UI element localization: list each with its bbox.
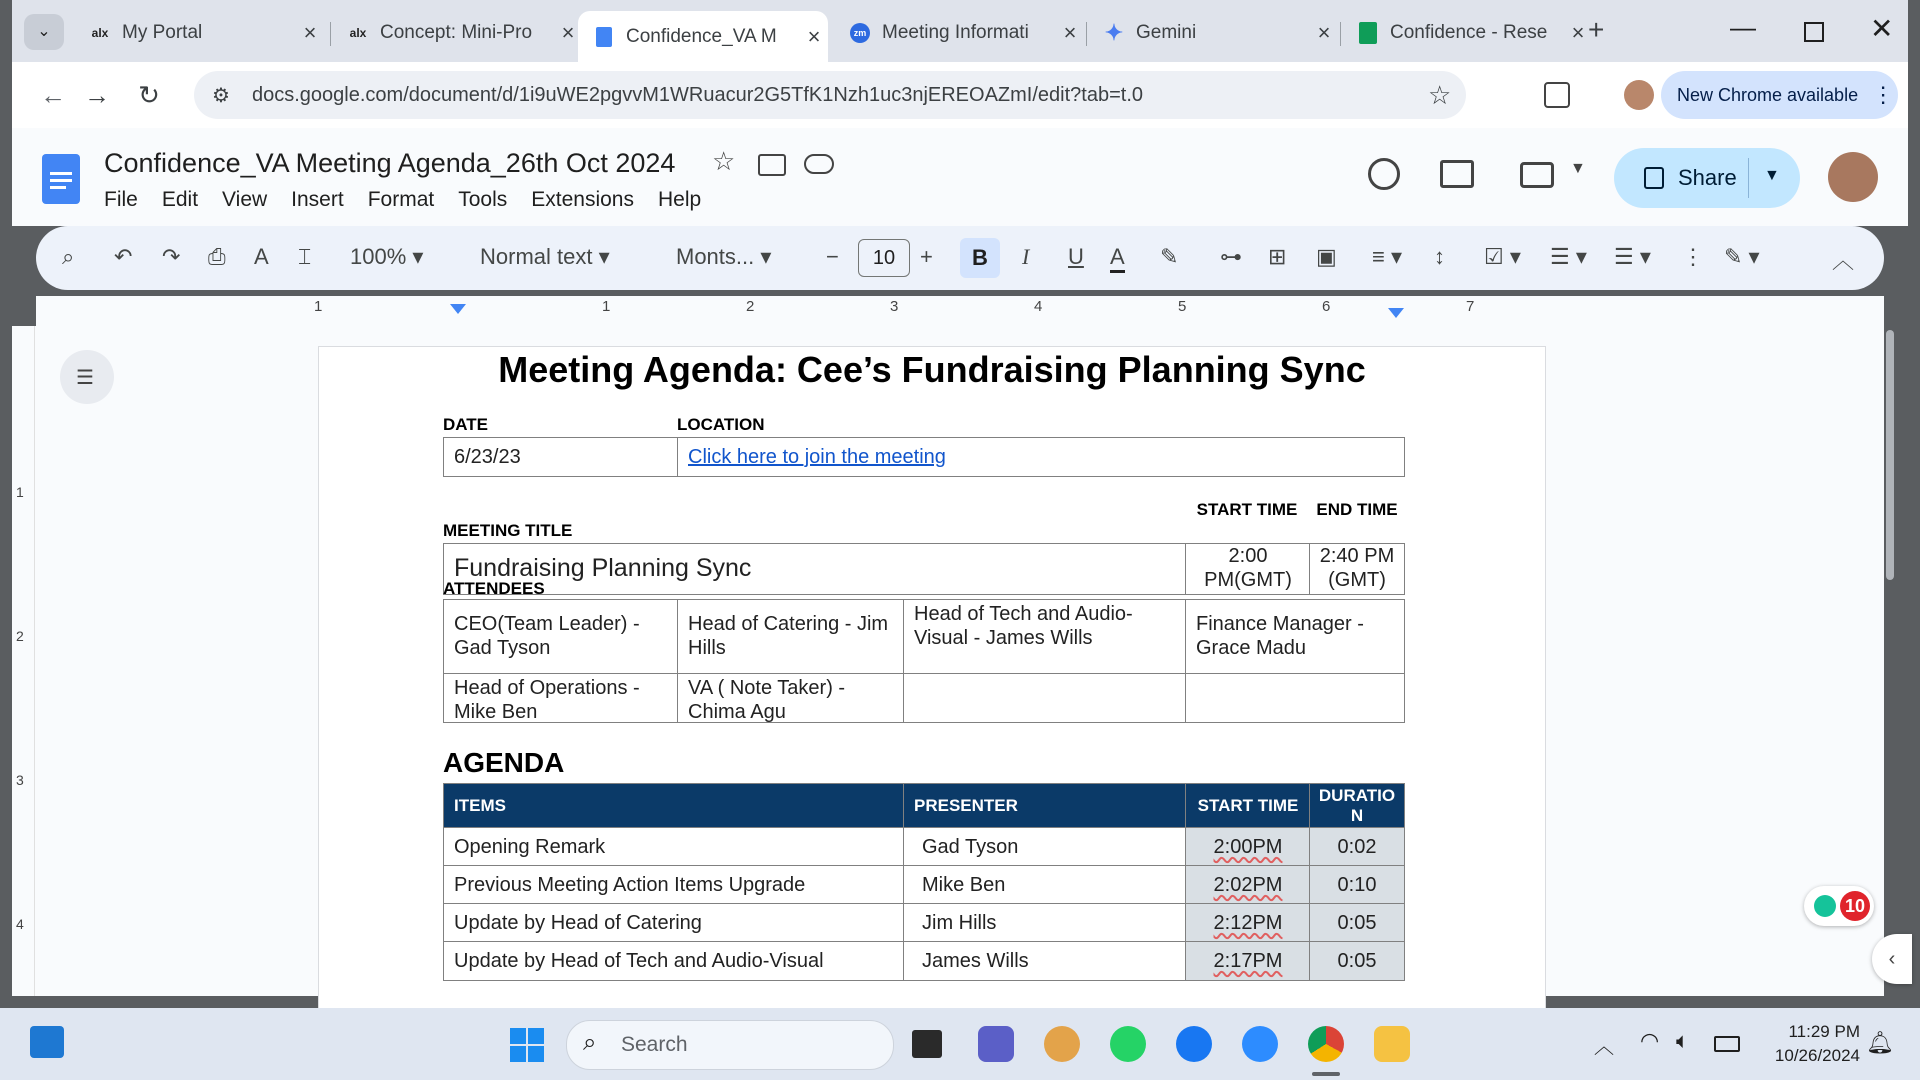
menu-extensions[interactable]: Extensions (531, 188, 634, 211)
maximize-icon[interactable] (1804, 22, 1824, 42)
browser-tab[interactable]: alx My Portal × (74, 11, 324, 55)
browser-tab[interactable]: Confidence - Rese × (1342, 11, 1592, 55)
battery-icon[interactable] (1714, 1036, 1740, 1052)
widgets-icon[interactable] (30, 1026, 64, 1058)
grammarly-widget[interactable] (1804, 886, 1874, 926)
editing-mode-icon[interactable]: ✎ ▾ (1724, 244, 1760, 269)
agenda-header-presenter: PRESENTER (903, 783, 1187, 829)
line-spacing-icon[interactable]: ↕ (1434, 244, 1445, 269)
browser-tab[interactable]: alx Concept: Mini-Pro × (332, 11, 582, 55)
right-indent-marker[interactable] (1388, 308, 1404, 318)
menu-edit[interactable]: Edit (161, 188, 199, 211)
attendees-label: ATTENDEES (443, 579, 545, 598)
document-outline-button[interactable] (60, 350, 114, 404)
redo-icon[interactable]: ↷ (162, 244, 181, 269)
agenda-start-time[interactable]: 2:02PM (1185, 865, 1311, 905)
agenda-item[interactable]: Previous Meeting Action Items Upgrade (443, 865, 905, 905)
agenda-start-time[interactable]: 2:17PM (1185, 941, 1311, 981)
lock-icon (1644, 167, 1664, 189)
whatsapp-icon[interactable] (1110, 1026, 1146, 1062)
file-explorer-icon[interactable] (1374, 1026, 1410, 1062)
date-value[interactable]: 6/23/23 (443, 437, 679, 477)
agenda-start-time[interactable]: 2:00PM (1185, 827, 1311, 867)
checklist-icon[interactable]: ☑ ▾ (1484, 244, 1521, 269)
vertical-ruler: 1 2 3 4 (12, 326, 35, 996)
menu-insert[interactable]: Insert (291, 188, 344, 211)
vertical-scrollbar[interactable] (1884, 326, 1896, 996)
notification-count: 10 (1840, 891, 1870, 921)
agenda-item[interactable]: Update by Head of Catering (443, 903, 905, 943)
attendee-cell[interactable]: Head of Catering - Jim Hills (677, 599, 905, 675)
attendee-cell[interactable]: Head of Operations - Mike Ben (443, 673, 679, 723)
bold-button[interactable]: B (960, 238, 1000, 278)
spellcheck-icon[interactable]: A (254, 244, 269, 269)
end-time-value[interactable]: 2:40 PM (GMT) (1309, 543, 1405, 595)
ruler-number: 1 (602, 298, 611, 315)
link-icon[interactable]: ⊶ (1220, 244, 1242, 269)
align-icon[interactable]: ≡ ▾ (1372, 244, 1402, 269)
new-tab-icon[interactable]: + (1588, 14, 1605, 45)
attendee-cell[interactable]: Head of Tech and Audio-Visual - James Wills (903, 599, 1187, 675)
minimize-icon[interactable]: — (1730, 12, 1756, 42)
ruler-number: 3 (890, 298, 899, 315)
agenda-heading: AGENDA (443, 747, 565, 778)
browser-tab[interactable]: ✦ Gemini × (1088, 11, 1338, 55)
start-time-value[interactable]: 2:00 PM(GMT) (1185, 543, 1311, 595)
browser-toolbar (12, 62, 1908, 129)
agenda-presenter[interactable]: Mike Ben (903, 865, 1187, 905)
share-button[interactable]: Share ▼ (1614, 148, 1800, 208)
bullet-list-icon[interactable]: ☰ ▾ (1550, 244, 1587, 269)
meeting-title-label: MEETING TITLE (443, 521, 573, 540)
side-panel-toggle[interactable]: ‹ (1872, 934, 1912, 984)
gemini-icon: ✦ (1104, 20, 1124, 45)
menu-view[interactable]: View (222, 188, 268, 211)
close-tab-icon[interactable]: × (1317, 20, 1331, 45)
grammarly-icon (1814, 895, 1836, 917)
copilot-icon[interactable] (1044, 1026, 1080, 1062)
docs-icon (594, 27, 614, 47)
agenda-presenter[interactable]: Gad Tyson (903, 827, 1187, 867)
agenda-header-start-time: START TIME (1185, 783, 1311, 829)
docs-logo-icon[interactable] (42, 154, 80, 204)
tab-search-button[interactable]: ⌄ (24, 14, 64, 50)
attendee-cell[interactable] (903, 673, 1187, 723)
indent-marker[interactable] (450, 304, 466, 314)
highlight-icon[interactable]: ✎ (1160, 244, 1179, 269)
extensions-icon[interactable] (1544, 82, 1570, 108)
more-options-icon: ⋮ (1872, 82, 1895, 107)
taskbar-search[interactable]: ⌕ Search (566, 1020, 894, 1070)
location-label: LOCATION (677, 415, 765, 434)
outline-list-icon: ☰ (76, 367, 94, 389)
menu-bar (104, 188, 725, 212)
ruler-number: 7 (1466, 298, 1475, 315)
close-window-icon[interactable]: ✕ (1870, 13, 1894, 44)
font-size-input[interactable]: 10 (858, 239, 910, 277)
agenda-presenter[interactable]: Jim Hills (903, 903, 1187, 943)
menu-tools[interactable]: Tools (458, 188, 508, 211)
search-icon: ⌕ (583, 1029, 597, 1056)
share-dropdown-icon[interactable]: ▼ (1764, 167, 1780, 184)
comments-icon[interactable] (1440, 160, 1474, 188)
meet-icon[interactable] (1520, 162, 1554, 188)
meeting-link[interactable]: Click here to join the meeting (688, 446, 946, 468)
taskbar (0, 1008, 1920, 1080)
close-tab-icon[interactable]: × (303, 20, 317, 45)
volume-icon[interactable]: 🔈︎ (1676, 1028, 1690, 1053)
browser-tab-active[interactable]: Confidence_VA M × (578, 11, 828, 62)
bookmark-star-icon[interactable]: ☆ (1428, 80, 1452, 110)
wifi-icon[interactable]: ◠ (1640, 1028, 1660, 1053)
move-folder-icon[interactable] (758, 154, 786, 176)
browser-tab[interactable]: zm Meeting Informati × (834, 11, 1084, 55)
menu-help[interactable]: Help (657, 188, 702, 211)
attendee-cell[interactable] (1185, 673, 1405, 723)
new-chrome-available-button[interactable]: New Chrome available ⋮ (1661, 71, 1898, 119)
document-heading: Meeting Agenda: Cee’s Fundraising Planning Sync (498, 349, 1366, 390)
text-color-button[interactable]: A (1110, 244, 1125, 273)
style-select[interactable]: Normal text ▾ (480, 244, 610, 269)
add-comment-icon[interactable]: ⊞ (1268, 244, 1287, 269)
agenda-header-duration: DURATIO N (1309, 783, 1405, 829)
show-hidden-icons[interactable]: ︿ (1594, 1036, 1614, 1058)
agenda-duration[interactable]: 0:05 (1309, 903, 1405, 943)
agenda-item[interactable]: Update by Head of Tech and Audio-Visual (443, 941, 905, 981)
forward-icon[interactable]: → (84, 80, 110, 110)
collapse-toolbar-icon[interactable]: ︿ (1832, 248, 1855, 273)
underline-button[interactable]: U (1068, 244, 1084, 269)
close-tab-icon[interactable]: × (561, 20, 575, 45)
ruler-number: 1 (314, 298, 323, 315)
agenda-presenter[interactable]: James Wills (903, 941, 1187, 981)
start-button[interactable] (510, 1028, 544, 1062)
close-tab-icon[interactable]: × (807, 23, 821, 49)
paint-format-icon[interactable]: ⌶ (298, 244, 312, 269)
search-menus-icon[interactable]: ⌕ (62, 244, 75, 269)
star-icon[interactable]: ☆ (712, 146, 736, 176)
sheets-icon (1358, 23, 1378, 43)
notifications-bell-icon[interactable]: 🔔︎ (1866, 1030, 1894, 1055)
meet-dropdown-icon[interactable]: ▼ (1570, 160, 1586, 177)
menu-file[interactable]: File (104, 188, 138, 211)
attendee-cell[interactable]: VA ( Note Taker) - Chima Agu (677, 673, 905, 723)
account-avatar[interactable] (1828, 152, 1878, 202)
undo-icon[interactable]: ↶ (114, 244, 133, 269)
numbered-list-icon[interactable]: ☰ ▾ (1614, 244, 1651, 269)
more-icon[interactable]: ⋮ (1682, 244, 1704, 269)
site-info-icon[interactable]: ⚙ (212, 85, 230, 107)
location-cell[interactable] (677, 437, 1405, 477)
print-icon[interactable]: ⎙ (208, 244, 226, 269)
docs-header (12, 128, 1908, 226)
alx-icon: alx (349, 26, 367, 40)
alx-icon: alx (91, 26, 109, 40)
menu-format[interactable]: Format (367, 188, 435, 211)
horizontal-ruler (36, 296, 1884, 329)
decrease-font-size-icon[interactable]: − (826, 244, 839, 269)
address-bar[interactable]: ⚙ docs.google.com/document/d/1i9uWE2pgvvM1WRuacur2G5TfK1Nzh1uc3njEREOAZmI/edit?tab=t.0 ☆ (194, 71, 1466, 119)
end-time-label: END TIME (1316, 500, 1398, 519)
agenda-header-items: ITEMS (443, 783, 905, 829)
ruler-number: 4 (1034, 298, 1043, 315)
system-clock[interactable]: 11:29 PM 10/26/2024 (1774, 1022, 1860, 1065)
chrome-icon[interactable] (1308, 1026, 1344, 1062)
meeting-title-value[interactable]: Fundraising Planning Sync (443, 543, 1187, 595)
facebook-icon[interactable] (1176, 1026, 1212, 1062)
insert-image-icon[interactable]: ▣ (1316, 244, 1337, 269)
teams-icon[interactable] (978, 1026, 1014, 1062)
ruler-number: 2 (746, 298, 755, 315)
document-page[interactable] (318, 346, 1546, 1048)
attendee-cell[interactable]: CEO(Team Leader) - Gad Tyson (443, 599, 679, 675)
agenda-item[interactable]: Opening Remark (443, 827, 905, 867)
cloud-status-icon[interactable] (804, 154, 834, 174)
reload-icon[interactable]: ↻ (138, 80, 160, 110)
increase-font-size-icon[interactable]: + (920, 244, 933, 269)
document-title[interactable]: Confidence_VA Meeting Agenda_26th Oct 2024 (104, 148, 676, 178)
agenda-start-time[interactable]: 2:12PM (1185, 903, 1311, 943)
close-tab-icon[interactable]: × (1571, 20, 1585, 45)
agenda-duration[interactable]: 0:05 (1309, 941, 1405, 981)
agenda-duration[interactable]: 0:02 (1309, 827, 1405, 867)
close-tab-icon[interactable]: × (1063, 20, 1077, 45)
start-time-label: START TIME (1196, 500, 1298, 519)
browser-tab-strip (12, 0, 1908, 62)
date-label: DATE (443, 415, 489, 434)
back-icon[interactable]: ← (40, 80, 66, 110)
version-history-icon[interactable] (1368, 158, 1400, 190)
task-view-icon[interactable] (912, 1030, 942, 1058)
ruler-number: 6 (1322, 298, 1331, 315)
agenda-duration[interactable]: 0:10 (1309, 865, 1405, 905)
document-canvas (12, 326, 1896, 996)
attendee-cell[interactable]: Finance Manager - Grace Madu (1185, 599, 1405, 675)
italic-button[interactable]: I (1022, 244, 1030, 269)
profile-avatar[interactable] (1624, 80, 1654, 110)
formatting-toolbar (36, 226, 1884, 290)
zoom-select[interactable]: 100% ▾ (350, 244, 424, 269)
zoom-icon: zm (850, 23, 870, 43)
zoom-app-icon[interactable] (1242, 1026, 1278, 1062)
ruler-number: 5 (1178, 298, 1187, 315)
font-select[interactable]: Monts... ▾ (676, 244, 772, 269)
